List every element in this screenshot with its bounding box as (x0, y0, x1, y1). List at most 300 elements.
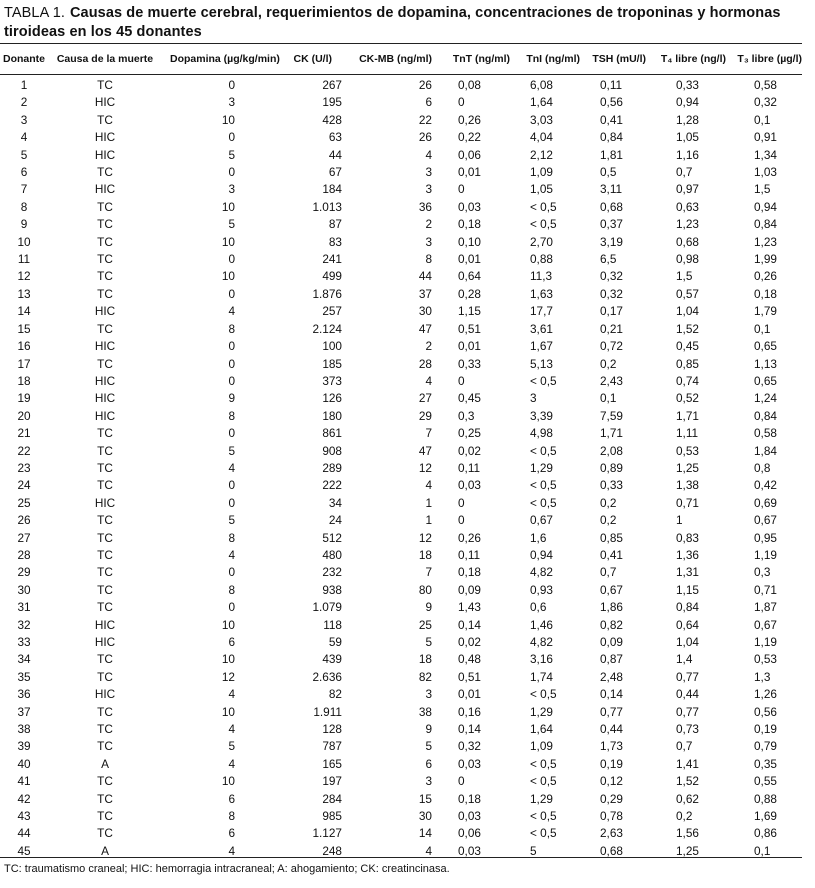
cell-causa: HIC (94, 373, 116, 388)
cell-t4-libre: 0,45 (676, 339, 699, 354)
cell-ck-mb: 8 (425, 252, 432, 267)
cell-t4-libre: 0,7 (676, 739, 693, 754)
table-row (0, 477, 802, 494)
table-row (0, 582, 802, 599)
table-row (0, 425, 802, 442)
cell-tsh: 1,71 (600, 426, 623, 441)
column-header-t4: T₄ libre (ng/l) (660, 53, 726, 65)
cell-dopamina: 4 (228, 722, 235, 737)
cell-tsh: 0,87 (600, 652, 623, 667)
cell-tnt: 0,10 (458, 234, 481, 249)
cell-t4-libre: 1,31 (676, 565, 699, 580)
cell-dopamina: 10 (221, 617, 235, 632)
cell-ck-mb: 36 (418, 199, 432, 214)
cell-donante: 15 (17, 321, 31, 336)
cell-donante: 13 (17, 286, 31, 301)
table-row (0, 756, 802, 773)
cell-donante: 26 (17, 513, 31, 528)
cell-ck-mb: 3 (425, 774, 432, 789)
cell-tnt: 1,15 (458, 304, 481, 319)
cell-causa: TC (97, 217, 113, 232)
cell-ck: 257 (322, 304, 342, 319)
cell-tnt: 0,3 (458, 408, 475, 423)
cell-ck: 34 (328, 495, 342, 510)
cell-t4-libre: 1,04 (676, 304, 699, 319)
cell-ck-mb: 30 (418, 304, 432, 319)
cell-tni: 4,04 (530, 130, 553, 145)
cell-ck-mb: 4 (425, 478, 432, 493)
cell-donante: 12 (17, 269, 31, 284)
cell-t3-libre: 1,19 (754, 547, 777, 562)
cell-tsh: 2,48 (600, 669, 623, 684)
cell-tni: 1,63 (530, 286, 553, 301)
cell-dopamina: 8 (228, 321, 235, 336)
cell-tni: 1,29 (530, 460, 553, 475)
cell-ck: 180 (322, 408, 342, 423)
cell-t4-libre: 1,4 (676, 652, 693, 667)
cell-t3-libre: 0,1 (754, 321, 771, 336)
cell-tnt: 0,51 (458, 669, 481, 684)
cell-tni: < 0,5 (530, 826, 557, 841)
table-row (0, 634, 802, 651)
cell-t4-libre: 1,71 (676, 408, 699, 423)
cell-tsh: 7,59 (600, 408, 623, 423)
cell-tnt: 0,22 (458, 130, 481, 145)
cell-tni: 5 (530, 843, 537, 858)
table-row (0, 251, 802, 268)
cell-ck: 1.911 (313, 704, 342, 719)
cell-t3-libre: 1,24 (754, 391, 777, 406)
cell-dopamina: 0 (228, 478, 235, 493)
cell-ck: 185 (322, 356, 342, 371)
cell-t3-libre: 0,86 (754, 826, 777, 841)
cell-dopamina: 0 (228, 165, 235, 180)
cell-t4-libre: 0,64 (676, 617, 699, 632)
cell-ck: 241 (322, 252, 342, 267)
cell-t3-libre: 0,58 (754, 426, 777, 441)
table-row (0, 129, 802, 146)
cell-donante: 25 (17, 495, 31, 510)
cell-t4-libre: 0,57 (676, 286, 699, 301)
cell-t3-libre: 0,71 (754, 582, 777, 597)
cell-causa: HIC (94, 617, 116, 632)
cell-ck: 289 (322, 460, 342, 475)
cell-ck-mb: 30 (418, 809, 432, 824)
cell-dopamina: 5 (228, 443, 235, 458)
cell-t4-libre: 1,04 (676, 635, 699, 649)
cell-donante: 14 (17, 304, 31, 319)
cell-tsh: 0,37 (600, 217, 623, 232)
cell-causa: HIC (94, 687, 116, 702)
cell-t4-libre: 1,56 (676, 826, 699, 841)
cell-ck-mb: 82 (418, 669, 432, 684)
cell-tsh: 3,19 (600, 234, 623, 249)
column-header-dopamina: Dopamina (µg/kg/min) (170, 53, 280, 65)
cell-t4-libre: 0,73 (676, 722, 699, 737)
cell-ck-mb: 3 (425, 687, 432, 702)
cell-t4-libre: 1,52 (676, 321, 699, 336)
cell-dopamina: 4 (228, 843, 235, 858)
cell-tnt: 0,18 (458, 791, 481, 806)
table-row (0, 234, 802, 251)
cell-ck-mb: 12 (418, 530, 432, 545)
cell-causa: HIC (94, 339, 116, 354)
cell-ck: 1.127 (312, 826, 342, 841)
cell-tni: 2,70 (530, 234, 553, 249)
cell-tni: < 0,5 (530, 217, 557, 232)
cell-tni: 4,98 (530, 426, 553, 441)
cell-ck-mb: 4 (425, 373, 432, 388)
cell-dopamina: 0 (228, 130, 235, 145)
cell-ck: 908 (322, 443, 342, 458)
table-row (0, 495, 802, 512)
cell-tnt: 0,02 (458, 635, 481, 649)
cell-t3-libre: 0,1 (754, 843, 771, 858)
cell-tsh: 1,73 (600, 739, 623, 754)
cell-tni: 1,09 (530, 739, 553, 754)
table-row (0, 651, 802, 668)
cell-tni: 3,39 (530, 408, 553, 423)
cell-donante: 27 (17, 530, 31, 545)
cell-dopamina: 5 (228, 217, 235, 232)
cell-dopamina: 4 (228, 687, 235, 702)
cell-ck: 232 (322, 565, 342, 580)
cell-tnt: 0,14 (458, 722, 481, 737)
table-row (0, 303, 802, 320)
cell-dopamina: 6 (228, 791, 235, 806)
cell-ck-mb: 15 (418, 791, 432, 806)
cell-tni: 3,16 (530, 652, 553, 667)
table-row (0, 112, 802, 129)
cell-tni: < 0,5 (530, 687, 557, 702)
cell-dopamina: 3 (228, 182, 235, 197)
cell-ck: 985 (322, 809, 342, 824)
cell-ck-mb: 29 (418, 408, 432, 423)
cell-t3-libre: 0,32 (754, 95, 777, 110)
cell-causa: TC (97, 460, 113, 475)
cell-donante: 22 (17, 443, 31, 458)
cell-donante: 34 (17, 652, 31, 667)
cell-tsh: 0,32 (600, 269, 623, 284)
cell-ck: 59 (328, 635, 342, 649)
cell-t4-libre: 0,83 (676, 530, 699, 545)
cell-ck-mb: 37 (418, 286, 432, 301)
cell-tni: 1,74 (530, 669, 553, 684)
cell-tsh: 0,19 (600, 756, 623, 771)
column-header-ck: CK (U/l) (293, 53, 332, 65)
cell-ck: 428 (322, 112, 342, 127)
cell-donante: 39 (17, 739, 31, 754)
cell-dopamina: 0 (228, 339, 235, 354)
cell-tsh: 0,89 (600, 460, 623, 475)
cell-dopamina: 10 (221, 269, 235, 284)
cell-ck-mb: 6 (425, 95, 432, 110)
cell-tni: 4,82 (530, 635, 553, 649)
cell-ck: 195 (322, 95, 342, 110)
cell-causa: TC (97, 286, 113, 301)
cell-tsh: 0,14 (600, 687, 623, 702)
cell-ck: 267 (322, 78, 342, 92)
cell-tnt: 0,28 (458, 286, 481, 301)
cell-ck: 1.079 (312, 600, 342, 615)
cell-tni: 1,05 (530, 182, 553, 197)
cell-tsh: 0,85 (600, 530, 623, 545)
cell-ck: 512 (322, 530, 342, 545)
cell-t4-libre: 0,68 (676, 234, 699, 249)
cell-causa: TC (97, 826, 113, 841)
cell-t4-libre: 0,71 (676, 495, 699, 510)
cell-dopamina: 0 (228, 495, 235, 510)
cell-t3-libre: 1,34 (754, 147, 777, 162)
cell-t3-libre: 0,42 (754, 478, 777, 493)
cell-donante: 30 (17, 582, 31, 597)
cell-donante: 29 (17, 565, 31, 580)
cell-t3-libre: 1,03 (754, 165, 777, 180)
cell-tsh: 0,29 (600, 791, 623, 806)
table-row (0, 460, 802, 477)
cell-tni: 1,64 (530, 722, 553, 737)
cell-t4-libre: 1,28 (676, 112, 699, 127)
table-row (0, 286, 802, 303)
cell-donante: 23 (17, 460, 31, 475)
cell-t4-libre: 1,23 (676, 217, 699, 232)
cell-dopamina: 10 (221, 234, 235, 249)
cell-causa: TC (97, 269, 113, 284)
cell-ck: 83 (328, 234, 342, 249)
cell-tni: 0,67 (530, 513, 553, 528)
cell-tni: < 0,5 (530, 443, 557, 458)
cell-causa: TC (97, 234, 113, 249)
cell-t4-libre: 0,77 (676, 669, 699, 684)
cell-causa: HIC (94, 408, 116, 423)
cell-donante: 44 (17, 826, 31, 841)
cell-tnt: 0 (458, 495, 465, 510)
cell-tni: < 0,5 (530, 809, 557, 824)
cell-donante: 32 (17, 617, 31, 632)
cell-tni: 3 (530, 391, 537, 406)
cell-t3-libre: 1,13 (754, 356, 777, 371)
cell-tnt: 0,48 (458, 652, 481, 667)
table-row (0, 738, 802, 755)
cell-tnt: 0,08 (458, 78, 481, 92)
cell-tnt: 0 (458, 513, 465, 528)
cell-causa: TC (97, 547, 113, 562)
cell-ck-mb: 44 (418, 269, 432, 284)
cell-ck: 87 (328, 217, 342, 232)
cell-t4-libre: 1,5 (676, 269, 693, 284)
cell-ck-mb: 3 (425, 182, 432, 197)
cell-ck: 861 (322, 426, 342, 441)
table-row (0, 199, 802, 216)
cell-ck: 248 (322, 843, 342, 858)
cell-ck: 938 (322, 582, 342, 597)
cell-t4-libre: 0,98 (676, 252, 699, 267)
cell-ck-mb: 47 (418, 321, 432, 336)
cell-tni: 3,03 (530, 112, 553, 127)
cell-dopamina: 6 (228, 635, 235, 649)
cell-tnt: 0,18 (458, 217, 481, 232)
cell-donante: 5 (20, 147, 28, 162)
cell-t4-libre: 0,33 (676, 78, 699, 92)
cell-causa: TC (97, 356, 113, 371)
cell-ck: 499 (322, 269, 342, 284)
cell-dopamina: 6 (228, 826, 235, 841)
cell-t3-libre: 0,91 (754, 130, 777, 145)
cell-dopamina: 4 (228, 547, 235, 562)
cell-tni: 1,09 (530, 165, 553, 180)
cell-ck: 439 (322, 652, 342, 667)
cell-dopamina: 0 (228, 78, 235, 92)
table-number: TABLA 1. (4, 5, 65, 21)
cell-dopamina: 0 (228, 565, 235, 580)
cell-donante: 18 (17, 373, 31, 388)
cell-tsh: 0,41 (600, 547, 623, 562)
cell-t3-libre: 0,94 (754, 199, 777, 214)
cell-donante: 10 (17, 234, 31, 249)
cell-tni: 17,7 (530, 304, 553, 319)
cell-tsh: 0,2 (600, 356, 617, 371)
cell-t3-libre: 1,3 (754, 669, 771, 684)
cell-ck-mb: 26 (418, 130, 432, 145)
cell-t3-libre: 0,84 (754, 217, 777, 232)
cell-tnt: 0,03 (458, 478, 481, 493)
cell-t3-libre: 1,99 (754, 252, 777, 267)
cell-ck-mb: 7 (425, 426, 432, 441)
cell-tni: < 0,5 (530, 495, 557, 510)
cell-tnt: 0,32 (458, 739, 481, 754)
cell-dopamina: 10 (221, 774, 235, 789)
cell-causa: TC (97, 600, 113, 615)
cell-t4-libre: 0,62 (676, 791, 699, 806)
cell-ck-mb: 1 (425, 513, 432, 528)
cell-ck-mb: 9 (425, 722, 432, 737)
cell-tsh: 0,78 (600, 809, 623, 824)
cell-causa: A (101, 756, 109, 771)
cell-t3-libre: 1,23 (754, 234, 777, 249)
cell-tnt: 0,06 (458, 826, 481, 841)
cell-tnt: 0 (458, 373, 465, 388)
table-row (0, 373, 802, 390)
cell-tnt: 0,51 (458, 321, 481, 336)
cell-t4-libre: 1,11 (676, 426, 699, 441)
table-row (0, 512, 802, 529)
table-row (0, 321, 802, 338)
cell-dopamina: 4 (228, 304, 235, 319)
cell-tsh: 0,68 (600, 199, 623, 214)
cell-tnt: 0,01 (458, 165, 481, 180)
column-header-tnt: TnT (ng/ml) (452, 53, 510, 65)
cell-donante: 16 (17, 339, 31, 354)
cell-ck-mb: 47 (418, 443, 432, 458)
cell-causa: TC (97, 443, 113, 458)
cell-ck-mb: 7 (425, 565, 432, 580)
cell-t3-libre: 0,18 (754, 286, 777, 301)
cell-tnt: 0,03 (458, 843, 481, 858)
column-header-tni: TnI (ng/ml) (526, 53, 580, 65)
cell-donante: 40 (17, 756, 31, 771)
cell-tsh: 2,63 (600, 826, 623, 841)
cell-tni: 0,88 (530, 252, 553, 267)
cell-tnt: 0,25 (458, 426, 481, 441)
cell-dopamina: 10 (221, 112, 235, 127)
cell-tni: 2,12 (530, 147, 553, 162)
table-row (0, 599, 802, 616)
cell-tni: < 0,5 (530, 756, 557, 771)
cell-ck-mb: 4 (425, 843, 432, 858)
cell-tnt: 0,01 (458, 252, 481, 267)
cell-causa: HIC (94, 391, 116, 406)
cell-ck: 100 (322, 339, 342, 354)
cell-donante: 3 (20, 112, 28, 127)
cell-donante: 31 (17, 600, 31, 615)
cell-t4-libre: 0,2 (676, 809, 693, 824)
cell-t3-libre: 0,95 (754, 530, 777, 545)
cell-dopamina: 5 (228, 147, 235, 162)
cell-t4-libre: 0,44 (676, 687, 699, 702)
cell-tsh: 0,44 (600, 722, 623, 737)
cell-dopamina: 0 (228, 600, 235, 615)
cell-donante: 33 (17, 635, 31, 649)
cell-ck-mb: 2 (425, 217, 432, 232)
cell-tsh: 0,17 (600, 304, 623, 319)
table-row (0, 808, 802, 825)
cell-dopamina: 0 (228, 373, 235, 388)
cell-causa: HIC (94, 304, 116, 319)
cell-ck: 184 (322, 182, 342, 197)
table-header-row (0, 44, 802, 74)
cell-tsh: 0,7 (600, 565, 617, 580)
cell-tni: < 0,5 (530, 373, 557, 388)
cell-tni: 5,13 (530, 356, 553, 371)
cell-causa: TC (97, 739, 113, 754)
cell-t4-libre: 0,7 (676, 165, 693, 180)
cell-t3-libre: 0,65 (754, 339, 777, 354)
cell-ck-mb: 80 (418, 582, 432, 597)
cell-t3-libre: 0,65 (754, 373, 777, 388)
cell-tnt: 0 (458, 95, 465, 110)
cell-causa: HIC (94, 95, 116, 110)
cell-ck-mb: 3 (425, 234, 432, 249)
cell-t4-libre: 1 (676, 513, 683, 528)
table-row (0, 564, 802, 581)
cell-tsh: 0,2 (600, 513, 617, 528)
cell-causa: HIC (94, 182, 116, 197)
cell-tni: < 0,5 (530, 478, 557, 493)
cell-t3-libre: 1,26 (754, 687, 777, 702)
cell-dopamina: 10 (221, 704, 235, 719)
cell-causa: TC (97, 199, 113, 214)
cell-ck: 1.013 (312, 199, 342, 214)
cell-tnt: 0,18 (458, 565, 481, 580)
cell-tnt: 0,01 (458, 339, 481, 354)
cell-t4-libre: 0,52 (676, 391, 699, 406)
cell-tnt: 0 (458, 182, 465, 197)
cell-tsh: 0,1 (600, 391, 617, 406)
table-row (0, 181, 802, 198)
cell-causa: HIC (94, 130, 116, 145)
cell-donante: 43 (17, 809, 31, 824)
table-row (0, 74, 802, 94)
cell-tsh: 0,68 (600, 843, 623, 858)
cell-ck-mb: 3 (425, 165, 432, 180)
table-row (0, 669, 802, 686)
cell-t3-libre: 0,88 (754, 791, 777, 806)
cell-tsh: 0,84 (600, 130, 623, 145)
cell-tni: 6,08 (530, 78, 553, 92)
cell-t4-libre: 1,25 (676, 460, 699, 475)
cell-t3-libre: 1,87 (754, 600, 777, 615)
cell-dopamina: 12 (221, 669, 235, 684)
